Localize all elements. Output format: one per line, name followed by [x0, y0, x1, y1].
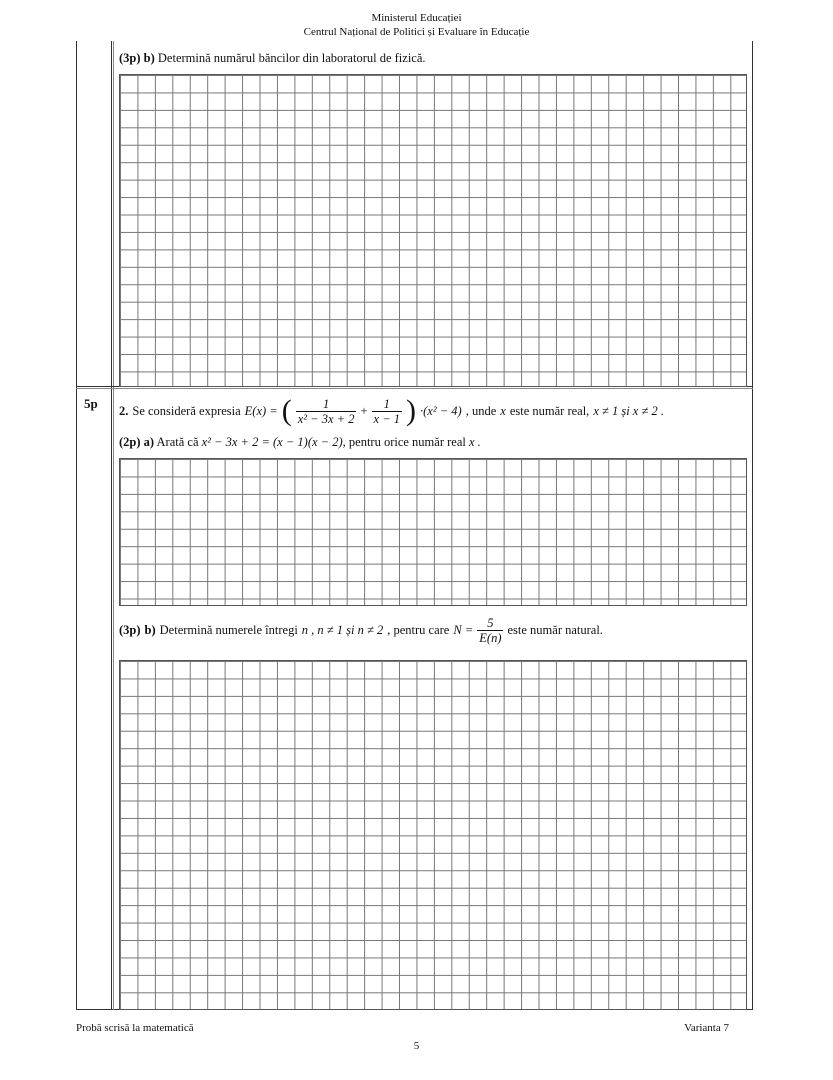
q2-frac2-den: x − 1 — [373, 411, 401, 426]
q1b-text: Determină numărul băncilor din laboratorul de fizică. — [157, 51, 426, 65]
q2-expr-lhs: E(x) = — [244, 404, 278, 418]
header-center: Centrul Național de Politici și Evaluare în Educație — [303, 26, 530, 38]
q1b-part: b) — [143, 51, 155, 65]
q2b-tail: este număr natural. — [507, 623, 603, 637]
answer-grid-q2b[interactable] — [119, 660, 747, 1010]
q2-plus: + — [360, 404, 368, 418]
header-ministry: Ministerul Educației — [371, 12, 462, 24]
q2-condition: x ≠ 1 și x ≠ 2 . — [593, 404, 664, 418]
q2a-intro: Arată că — [156, 435, 199, 449]
points-column-divider-inner — [113, 41, 114, 1010]
q2-fraction-1 — [296, 397, 357, 426]
question-2b — [119, 610, 603, 650]
q2-tail2: este număr real, — [509, 404, 590, 418]
q2a-formula: x² − 3x + 2 = (x − 1)(x − 2) — [201, 435, 343, 449]
q2-fraction-2 — [372, 397, 402, 426]
q2-number: 2. — [119, 404, 129, 418]
q2b-condition: n , n ≠ 1 și n ≠ 2 — [301, 623, 384, 637]
q2b-fraction — [477, 616, 503, 645]
q2b-points: (3p) — [119, 623, 141, 637]
section-separator-inner — [76, 388, 753, 389]
footer-exam-name: Probă scrisă la matematică — [76, 1022, 194, 1034]
section-2-points: 5p — [84, 396, 98, 411]
q2-frac1-den: x² − 3x + 2 — [297, 411, 355, 426]
close-paren-icon: ) — [406, 394, 417, 427]
q2-factor: ·(x² − 4) — [420, 404, 462, 418]
footer-variant: Varianta 7 — [684, 1022, 729, 1034]
q1b-points: (3p) — [119, 51, 141, 65]
points-column-divider — [111, 41, 112, 1010]
question-1b — [119, 50, 426, 66]
q2-frac2-num: 1 — [372, 397, 402, 412]
q2-var-x: x — [500, 404, 506, 418]
q2b-den: E(n) — [479, 630, 502, 645]
q2b-num: 5 — [477, 616, 503, 631]
q2a-part: a) — [143, 435, 155, 449]
answer-grid-q1b[interactable] — [119, 74, 747, 387]
question-2-statement — [119, 394, 664, 428]
q2b-intro: Determină numerele întregi — [159, 623, 298, 637]
q2-intro: Se consideră expresia — [132, 404, 241, 418]
q2a-tail: , pentru orice număr real — [342, 435, 466, 449]
answer-grid-q2a[interactable] — [119, 458, 747, 606]
q2b-mid: , pentru care — [387, 623, 450, 637]
q2a-points: (2p) — [119, 435, 141, 449]
question-2a — [119, 434, 481, 450]
open-paren-icon: ( — [281, 394, 292, 427]
q2-tail: , unde — [465, 404, 497, 418]
page-number: 5 — [413, 1040, 420, 1052]
q2b-lhs: N = — [453, 623, 474, 637]
q2b-part: b) — [144, 623, 156, 637]
q2a-var: x . — [468, 435, 481, 449]
q2-frac1-num: 1 — [296, 397, 357, 412]
